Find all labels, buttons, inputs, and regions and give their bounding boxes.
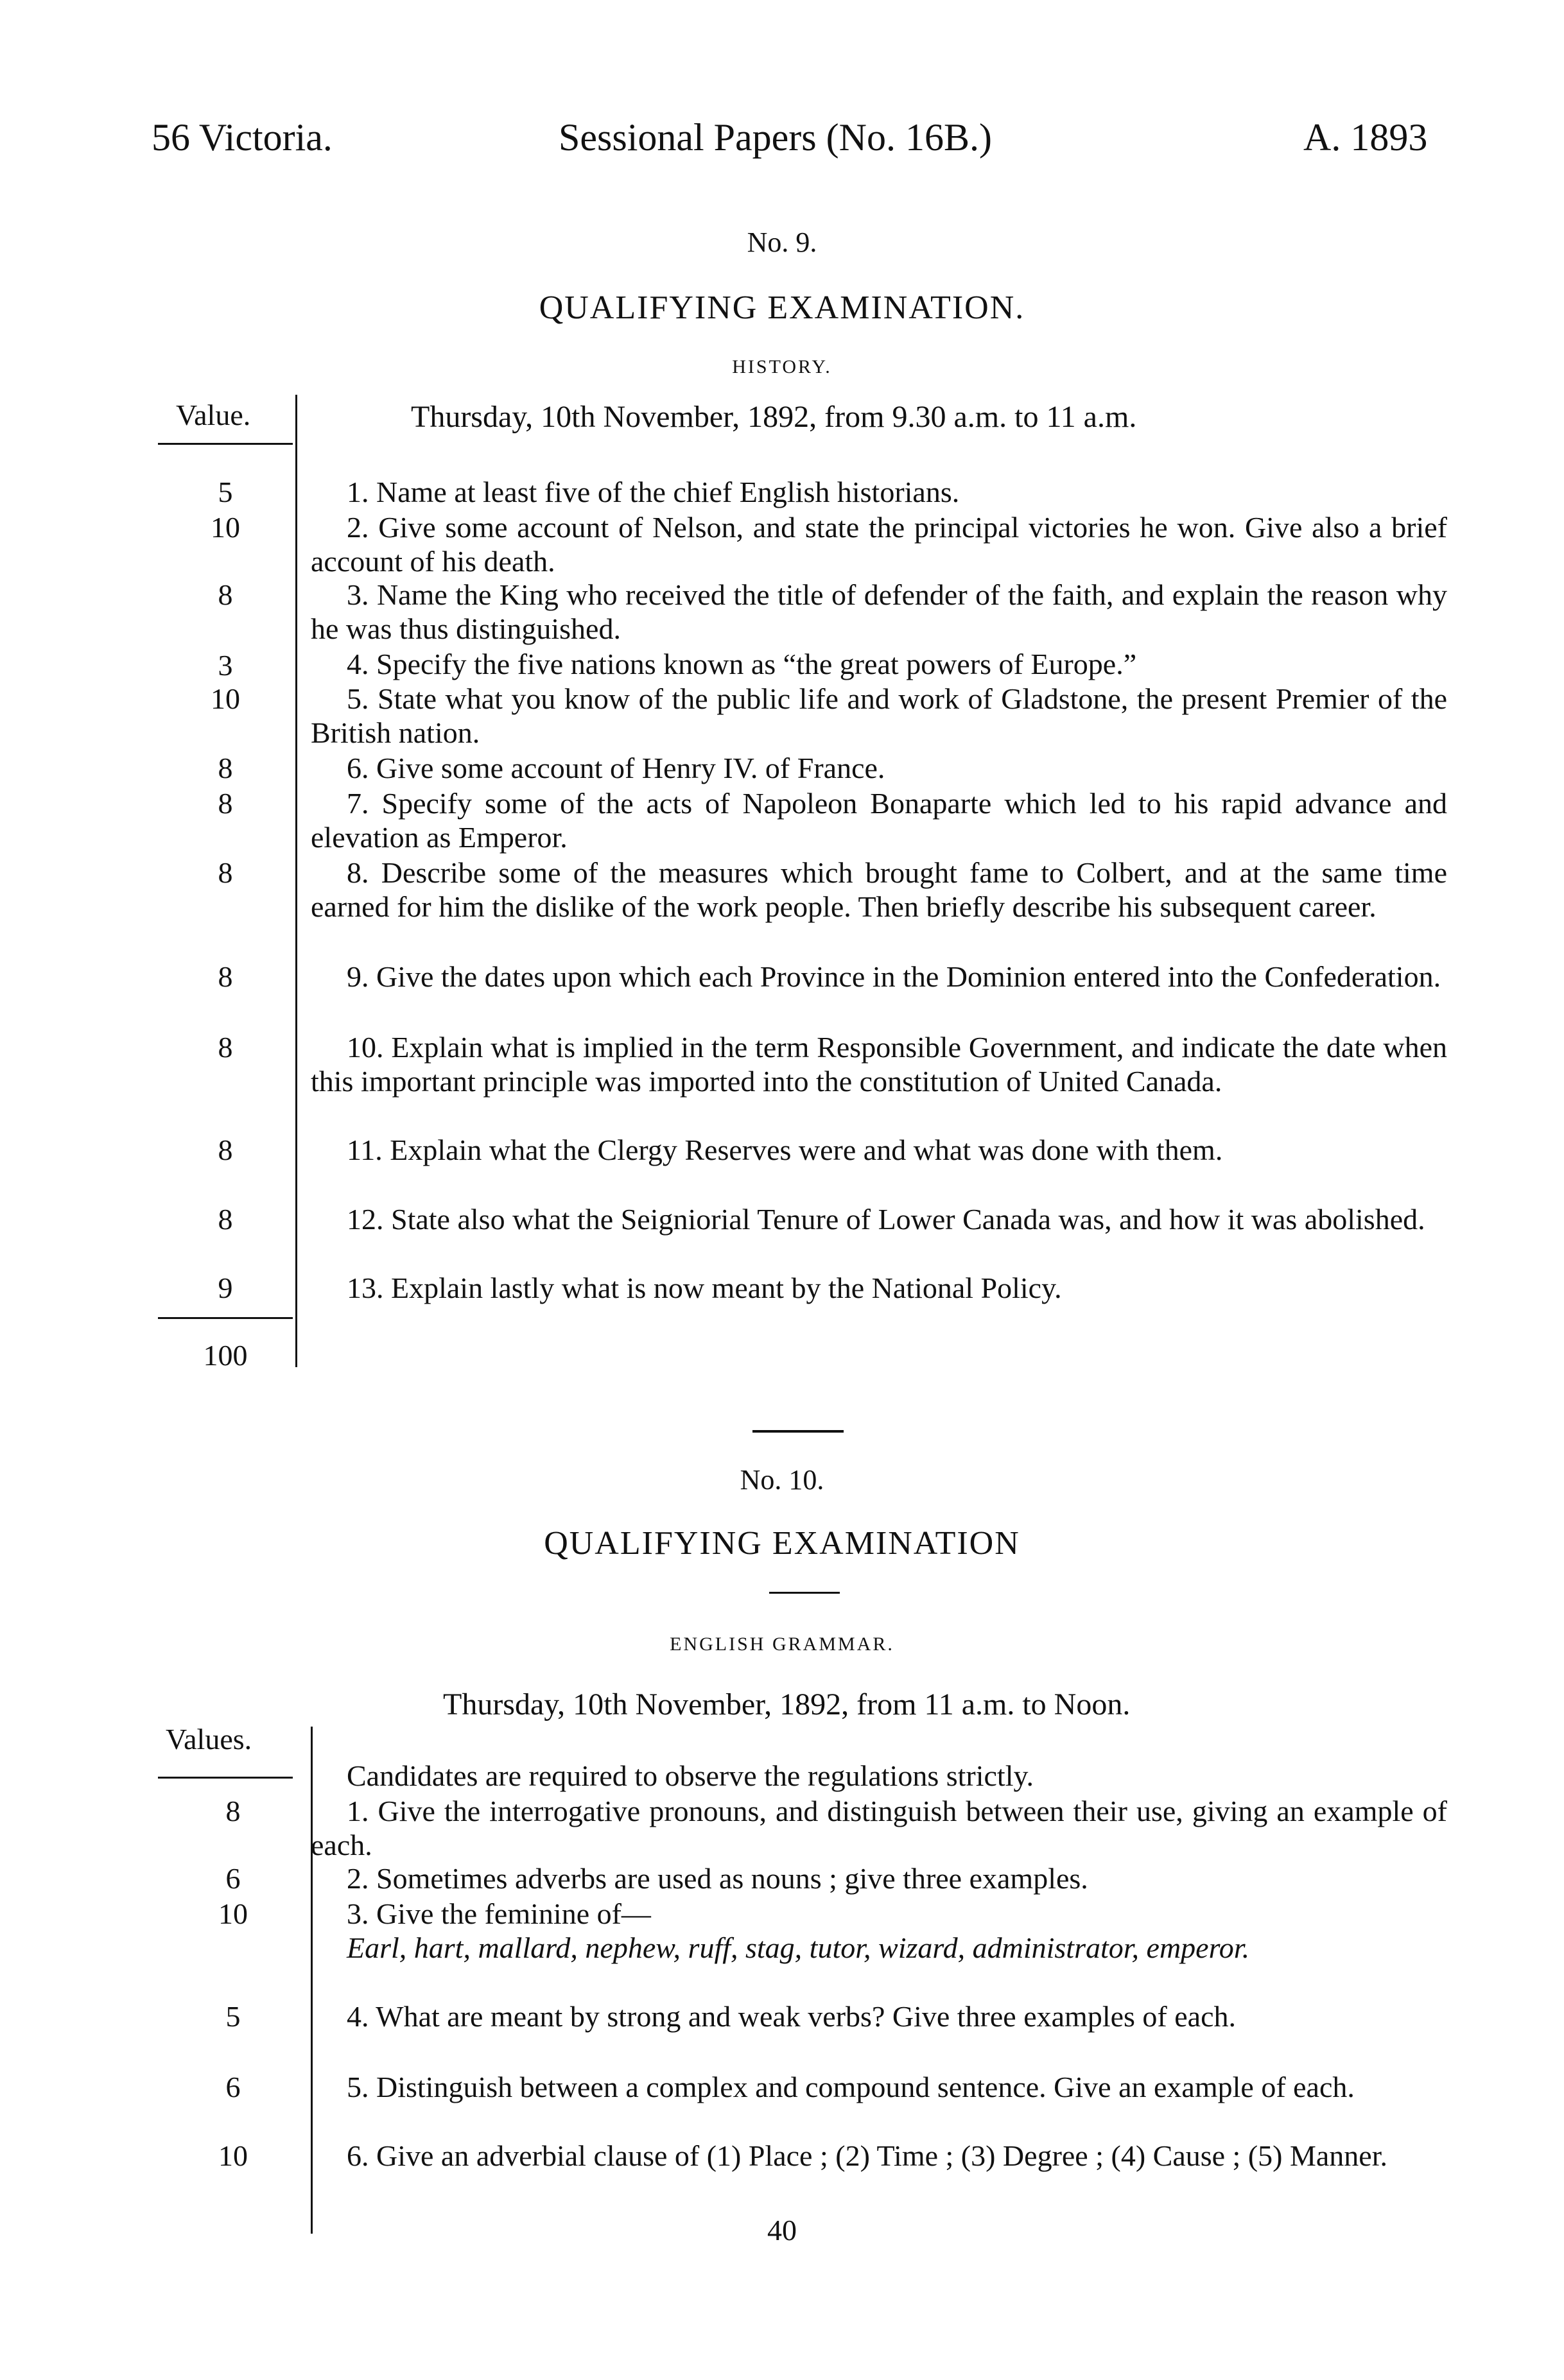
page-number: 40 (767, 2214, 797, 2246)
exam9-value: 8 (218, 787, 233, 820)
exam9-question: 6. Give some account of Henry IV. of France. (347, 752, 885, 784)
exam9-question: 13. Explain lastly what is now meant by the National Policy. (347, 1272, 1062, 1304)
exam9-total: 100 (203, 1339, 248, 1372)
exam10-date: Thursday, 10th November, 1892, from 11 a.m. to Noon. (443, 1687, 1131, 1721)
exam9-date: Thursday, 10th November, 1892, from 9.30 a.m. to 11 a.m. (411, 400, 1137, 434)
exam9-value-header: Value. (176, 399, 251, 431)
running-header-center: Sessional Papers (No. 16B.) (559, 116, 992, 159)
exam9-question: 4. Specify the five nations known as “the great powers of Europe.” (347, 648, 1137, 680)
exam10-subject: ENGLISH GRAMMAR. (670, 1634, 894, 1655)
exam9-question: 7. Specify some of the acts of Napoleon Bonaparte which led to his rapid advance and elevation as Emperor. (311, 787, 1447, 854)
exam10-value: 5 (225, 2000, 241, 2033)
exam9-value: 8 (218, 1031, 233, 1064)
exam9-value: 10 (211, 511, 240, 544)
exam10-title-rule (769, 1592, 840, 1594)
section-separator (752, 1430, 844, 1433)
exam10-question: 3. Give the feminine of— (347, 1897, 651, 1930)
exam10-instructions: Candidates are required to observe the regulations strictly. (347, 1759, 1034, 1792)
exam9-value: 3 (218, 649, 233, 682)
exam9-value: 9 (218, 1272, 233, 1304)
exam9-number: No. 9. (747, 227, 817, 258)
exam10-value: 10 (218, 2139, 248, 2172)
exam10-value-header: Values. (166, 1723, 252, 1755)
exam9-question: 3. Name the King who received the title of defender of the faith, and explain the reason why he was thus distinguished. (311, 578, 1447, 645)
exam9-value: 8 (218, 960, 233, 993)
exam10-feminine-word-list: Earl, hart, mallard, nephew, ruff, stag, tutor, wizard, administrator, emperor. (347, 1931, 1250, 1964)
exam9-value: 8 (218, 1203, 233, 1236)
exam9-value: 8 (218, 578, 233, 611)
exam9-value: 8 (218, 752, 233, 784)
exam10-value: 6 (225, 2071, 241, 2103)
exam9-subject: HISTORY. (732, 356, 832, 377)
exam9-question: 10. Explain what is implied in the term Responsible Government, and indicate the date when this important principle was imported into the constitution of United Canada. (311, 1031, 1447, 1098)
exam9-question: 5. State what you know of the public life and work of Gladstone, the present Premier of the British nation. (311, 682, 1447, 749)
exam9-value: 8 (218, 856, 233, 889)
exam9-value-rule (158, 443, 293, 445)
exam9-total-rule (158, 1317, 293, 1319)
exam9-value: 10 (211, 682, 240, 715)
exam9-question: 2. Give some account of Nelson, and state the principal victories he won. Give also a brief account of his death. (311, 511, 1447, 578)
running-header-right: A. 1893 (1303, 116, 1428, 159)
exam9-title: QUALIFYING EXAMINATION. (539, 289, 1025, 326)
exam9-question: 12. State also what the Seigniorial Tenure of Lower Canada was, and how it was abolished. (347, 1203, 1425, 1236)
exam10-value: 6 (225, 1862, 241, 1895)
exam9-question: 9. Give the dates upon which each Province in the Dominion entered into the Confederation. (347, 960, 1441, 993)
running-header-left: 56 Victoria. (152, 116, 333, 159)
exam10-question: 6. Give an adverbial clause of (1) Place ; (2) Time ; (3) Degree ; (4) Cause ; (5) Manner. (347, 2139, 1387, 2172)
exam10-question: 5. Distinguish between a complex and compound sentence. Give an example of each. (347, 2071, 1355, 2103)
exam9-question: 8. Describe some of the measures which brought fame to Colbert, and at the same time earned for him the dislike of the work people. Then briefly describe his subsequent career. (311, 856, 1447, 923)
exam10-question: 2. Sometimes adverbs are used as nouns ; give three examples. (347, 1862, 1088, 1895)
exam10-question: 1. Give the interrogative pronouns, and distinguish between their use, giving an example of each. (311, 1795, 1447, 1861)
exam10-title: QUALIFYING EXAMINATION (544, 1525, 1020, 1562)
exam10-question: 4. What are meant by strong and weak verbs? Give three examples of each. (347, 2000, 1236, 2033)
exam9-question: 11. Explain what the Clergy Reserves were and what was done with them. (347, 1134, 1223, 1166)
exam10-value: 8 (225, 1795, 241, 1827)
exam10-value: 10 (218, 1897, 248, 1930)
exam9-value: 8 (218, 1134, 233, 1166)
exam10-value-rule (158, 1777, 293, 1779)
exam9-question: 1. Name at least five of the chief English historians. (347, 476, 960, 508)
exam10-number: No. 10. (740, 1464, 824, 1496)
exam9-value: 5 (218, 476, 233, 508)
